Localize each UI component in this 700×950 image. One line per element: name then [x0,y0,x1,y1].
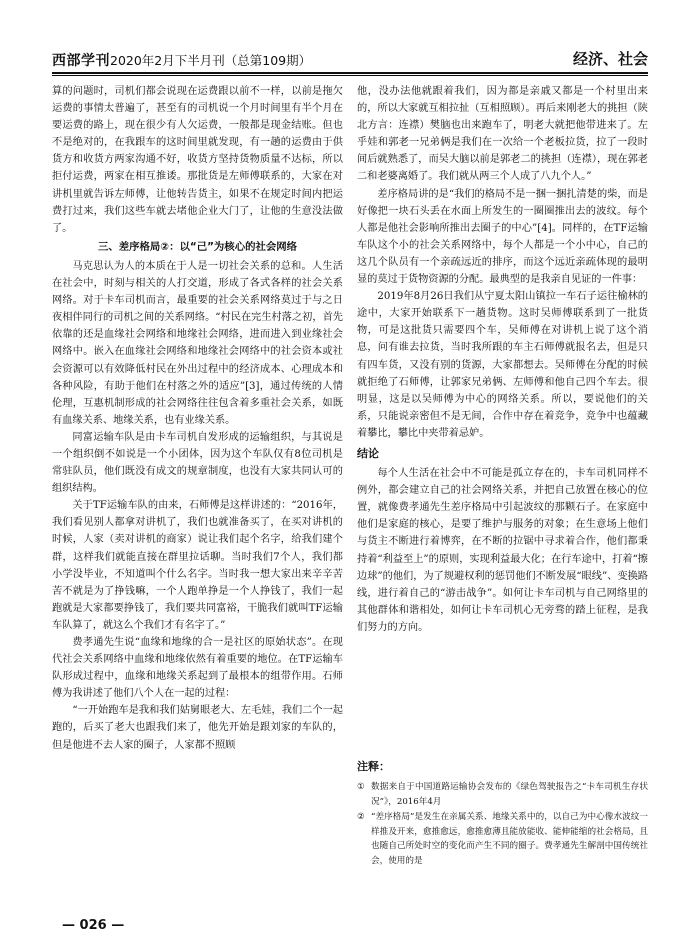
paragraph: 费孝通先生说“血缘和地缘的合一是社区的原始状态”。在现代社会关系网络中血缘和地缘依然有着重要的地位。在TF运输车队形成过程中，血缘和地缘关系起到了最根本的组带作用。石师傅为我讲述了他们八个人在一起的过程： [52,637,343,700]
section-heading: 三、差序格局②：以“己”为核心的社会网络 [97,240,298,253]
footnote [357,780,648,809]
footnote [357,810,648,868]
paragraph: 马克思认为人的本质在于人是一切社会关系的总和。人生活在社会中，时刻与相关的人打交道，形成了各式各样的社会关系网络。对于卡车司机而言，最重要的社会关系网络莫过于与之日夜相伴同行的司机之间的关系网络。“村民在完生村落之初，首先依靠的还是血缘社会网络和地缘社会网络，进而进入到业缘社会网络中。嵌入在血缘社会网络和地缘社会网络中的社会资本或社会资源可以有效降低村民在外出过程中的经济成本、心理成本和各种风险，有助于他们在村落之外的适应”[3]，通过传统的人情伦理，互惠机制形成的社会网络往往包含着多重社会关系，如既有血缘关系、地缘关系，也有业缘关系。 [52,260,343,426]
conclusion-heading: 结论 [357,446,379,460]
footnote-number: ② [357,812,365,822]
paragraph: 他，没办法他就跟着我们，因为都是亲戚又都是一个村里出来的，所以大家就互相拉扯（互相照顾）。再后来刚老大的挑担（陕北方言：连襟）樊脑也出来跑车了，明老大就把他带进来了。左乎娃和郭老一兄弟俩是我们在一次给一个老板拉货，拉了一段时间后就熟悉了，而吴大脑以前是郭老二的挑担（连襟），现在郭老二和老婆离婚了。我们就从两三个人成了八九个人。” [357,86,648,183]
right-column [357,83,648,636]
paragraph: 每个人生活在社会中不可能是孤立存在的，卡车司机同样不例外，都会建立自己的社会网络关系，并把自己放置在核心的位置，就像费孝通先生差序格局中引起波纹的那颗石子。在家庭中他们是家庭的核心，是要了维护与服务的对象；在生意场上他们与货主不断进行着博弈，在不断的拉锯中寻求着合作，他们都秉持着“利益至上”的原则，实现利益最大化；在行车途中，打着“擦边球”的他们，为了规避权利的惩罚他们不断发展“眼线”、变换路线，进行着自己的“游击战争”。如何让卡车司机与自己网络里的其他群体和谐相处，如何让卡车司机心无旁骛的踏上征程，是我们努力的方向。 [357,468,648,633]
journal-info [52,50,311,70]
paragraph: 2019年8月26日我们从宁夏太阳山镇拉一车石子运往榆林的途中，大家开始联系下一趟货物。这时吴师傅联系到了一批货物，可是这批货只需要四个车，吴师傅在对讲机上说了这个消息，问有谁去拉货，当时我所跟的车主石师傅就报名去，但是只有四车货，又没有别的货源，大家都想去。吴师傅在分配的时候就拒绝了石师傅，让郭家兄弟俩、左师傅和他自己四个车去。很明显，这是以吴师傅为中心的网络关系。所以，要说他们的关系，只能说亲密但不是无间，合作中存在着竞争，竞争中也蕴藏着攀比，攀比中夹带着忌妒。 [357,291,648,439]
page-number: — 026 — [62,918,125,933]
left-column [52,83,343,754]
footnotes [357,758,648,869]
paragraph: 算的问题时，司机们都会说现在运费跟以前不一样，以前是拖欠运费的事情太普遍了，甚至有的司机说一个月时间里有半个月在要运费的路上，现在很少有人欠运费，一般都是现金结账。但也不是绝对的，在我跟车的这时间里就发现，有一趟的运费由于供货方和收货方两家沟通不好，收货方坚持货物质量不达标，所以拒付运费，两家在相互推诿。那批货是左师傅联系的，大家在对讲机里就告诉左师傅，让他转告货主，如果不在规定时间内把运费打过来，我们这些车就去堵他企业大门了，让他的生意没法做了。 [52,86,343,234]
section-name: 经济、社会 [572,50,648,68]
header-rule-thin [52,75,648,76]
paragraph: 差序格局讲的是“我们的格局不是一捆一捆扎清楚的柴，而是好像把一块石头丢在水面上所发生的一圈圈推出去的波纹。每个人都是他社会影响所推出去圈子的中心”[4]。同样的，在TF运输车队这个小的社会关系网络中，每个人都是一个小中心，自己的这几个队员有一个亲疏远近的排序，而这个远近亲疏体现的最明显的莫过于货物资源的分配。最典型的是我亲自见证的一件事： [357,188,648,286]
header-rule-thick [52,72,648,74]
footnote-text: 数据来自于中国道路运输协会发布的《绿色驾驶报告之“卡车司机生存状况”》，2016年4月 [371,782,648,807]
footnotes-title: 注释： [357,760,390,773]
issue-info: 2020年2月下半月刊（总第109期） [110,53,312,68]
paragraph: “一开始跑车是我和我们姑舅眼老大、左毛娃，我们二个一起跑的，后买了老大也跟我们来了，他先开始是跟刘家的车队的，但是他进不去人家的圈子，人家都不照顾 [52,705,343,751]
footnote-text: “差序格局”是发生在亲属关系、地缘关系中的，以自己为中心像水波纹一样推及开来，愈推愈远，愈推愈薄且能放能收、能伸能缩的社会格局，且也随自己所处时空的变化而产生不同的圈子。费孝通先生解剖中国传统社会，使用的是 [371,812,648,866]
page-header [52,48,648,72]
journal-name: 西部学刊 [52,53,110,69]
paragraph: 关于TF运输车队的由来，石师傅是这样讲述的：“2016年，我们看见别人都拿对讲机了，我们也就准备买了，在买对讲机的时候，人家（卖对讲机的商家）说让我们起个名字，给我们建个群，这样我们就能直接在群里拉话聊。当时我们7个人，我们都小学没毕业，不知道叫个什么名字。当时我一想大家出来辛辛苦苦不就是为了挣钱嘛，一个人跑单挣是一个人挣钱了，我们一起跑就是大家都要挣钱了，我们要共同富裕，干脆我们就叫TF运输车队算了，就这么个我们才有名字了。” [52,500,343,631]
footnote-number: ① [357,782,365,792]
paragraph: 同富运输车队是由卡车司机自发形成的运输组织，与其说是一个组织倒不如说是一个小团体，因为这个车队仅有8位司机是常驻队员，他们既没有成文的规章制度，也没有大家共同认可的组织结构。 [52,431,343,495]
